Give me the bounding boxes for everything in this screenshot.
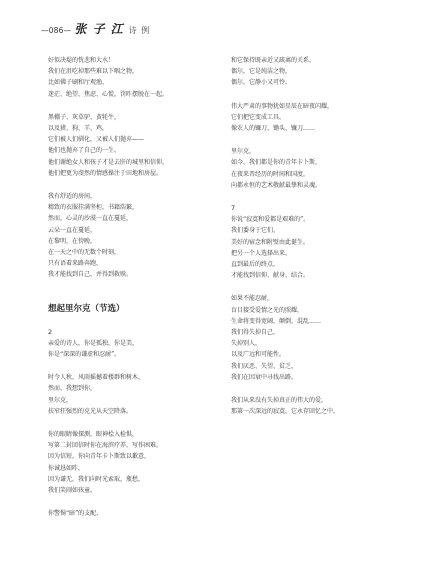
poem-line: 因为谦无，我们向时光索取，瓶愁， [48, 475, 145, 483]
poem-line: 偶尔，它是纯洁之物， [231, 68, 292, 76]
poem-line: 我们委身于它们， [231, 227, 280, 235]
poem-line: 在夜来晋经历的时间和国度， [231, 170, 310, 178]
poem-line: 迷茫、绝望、焦虑、心慌，罚昨摆脱在一起。 [48, 90, 169, 98]
page-number: —086— [41, 26, 72, 35]
poem-line: 我才能找到自己，并得到救赎。 [48, 271, 133, 279]
poem-line: 才能找到信仰、献身、结合。 [231, 272, 310, 280]
poem-line: 你是“深深的谦虚和忍耐”。 [48, 351, 121, 359]
poem-line: 以及广远和可能性。 [231, 351, 286, 359]
poem-line: 好似决堤的恍悲和大水！ [48, 57, 115, 64]
poem-line: 写第二封回信时你在海滨疗养，写作困难。 [48, 442, 163, 450]
stanza [231, 55, 401, 89]
poem-line: 然而，我想到你， [48, 385, 97, 393]
poem-line: 它们把它变成工具， [231, 113, 286, 121]
poem-line: 我们得失掉自己， [231, 329, 280, 337]
stanza [48, 191, 218, 281]
poem-line: 然而，心灵的沙漠一直在蔓延， [48, 215, 133, 223]
poem-line: 他们谢绝女人和孩子才是去肝的城里和信仰， [48, 158, 169, 166]
stanza [231, 101, 401, 135]
poem-line: 盲目接受爱情之光的照耀， [231, 306, 304, 314]
poem-line: 它们被人们驯化，又被人们抛弃—— [48, 136, 145, 144]
poem-line: 伟大严肃的事物犹如星辰在暗夜闪耀， [231, 102, 334, 110]
poem-line: 我们从来没有失掉真正的伟大的爱， [231, 397, 328, 405]
poem-line: 以及猪、狗、羊、鸡， [48, 125, 109, 133]
poem-line: 把另一个人选择出来， [231, 249, 292, 257]
section-number: 2 [48, 327, 53, 336]
poem-line: 那第一次深远的寂寞，它永存回忆之中。 [231, 408, 340, 416]
stanza [231, 293, 401, 383]
poem-line: 你警惕“暗”的支配， [48, 510, 103, 518]
poem-line: 直到最后的终点， [231, 261, 280, 269]
poem-title: 想起里尔克（节选） [48, 303, 125, 314]
poem-line: 和它保持既亲近又疏离的关系， [231, 57, 316, 64]
poem-line: 你的眼睛像探测，眼神桧入检惧， [48, 431, 139, 439]
left-stanzas-before [48, 55, 218, 281]
stanza [231, 395, 401, 417]
left-stanzas-after [48, 338, 218, 520]
right-stanzas-before [231, 55, 401, 191]
poem-line: 亲爱的诗人，你是孤独，你是美， [48, 339, 139, 347]
poem-line: 云朵一直在蔓延， [48, 226, 97, 234]
poem-line: 只有语着来路奔跑， [48, 260, 103, 268]
poem-line: 如果不能忍耐， [231, 295, 274, 303]
poem-line: 你诚恳如昨， [48, 464, 85, 472]
poem-line: 时令人秋，风雨摇撼着楼群和树木， [48, 374, 145, 382]
right-stanzas-after [231, 214, 401, 417]
section-label: 诗 例 [128, 26, 151, 35]
poem-line: 在一天之中的无数个时刻， [48, 249, 121, 257]
poem-line: 黑棚子、灰草驴、黄牦牛， [48, 113, 121, 121]
stanza [231, 146, 401, 191]
poem-line: 比如佛子刷和厅观渔， [48, 79, 109, 87]
stanza [48, 429, 218, 496]
poem-line: 你说“寂寞和爱都是艰难的”。 [231, 216, 310, 224]
poem-line: 如今，我们都是你的青年卡卜斯， [231, 159, 322, 167]
poem-line: 里尔克， [231, 148, 256, 156]
right-column [231, 55, 401, 429]
poem-line: 偶尔，它静小又可怜。 [231, 79, 292, 87]
left-column [48, 55, 218, 532]
stanza [48, 55, 218, 100]
poem-line: 我们笑闹如孩童。 [48, 487, 97, 495]
poem-line: 在黎明，在傍晚， [48, 237, 97, 245]
stanza [231, 214, 401, 281]
poem-line: 向都永恒的艺术敬献最挚和灵魂。 [231, 181, 322, 189]
stanza [48, 112, 218, 179]
author-name: 张 子 江 [74, 22, 124, 36]
poem-line: 我们在沮吃掉那些难以下咽之物， [48, 68, 139, 76]
poem-line: 生命将变得宽阔，颠倒，混乱…… [231, 317, 322, 325]
poem-line: 他们把更为虔然的情感操注于田地和房屋。 [48, 169, 163, 177]
poem-line: 因为信短，你向青年卡卜斯致以歉意， [48, 453, 151, 461]
stanza [48, 372, 218, 417]
poem-line: 美好的宿念和附壁由此诞生。 [231, 238, 310, 246]
poem-line: 我们厌恶、失望、贫乏， [231, 362, 298, 370]
stanza [48, 338, 218, 360]
poem-line: 我们在因衰中寻找出路。 [231, 373, 298, 381]
poem-line: 他们也抛弃了自己的一生。 [48, 147, 121, 155]
poem-line: 像农人的镰刀、锄头、镰刀…… [231, 125, 316, 133]
running-header [41, 20, 150, 36]
stanza [48, 508, 218, 519]
poem-line: 失掉别人， [231, 340, 262, 348]
section-number: 7 [231, 204, 236, 213]
poem-line: 精致的衣服挂满坚柜，书籍浩繁， [48, 204, 139, 212]
poem-line: 扶窄狂强烈的克光从天空降落。 [48, 407, 133, 415]
poem-line: 里尔克， [48, 396, 73, 404]
poem-line: 我有舒适的房间， [48, 193, 97, 201]
